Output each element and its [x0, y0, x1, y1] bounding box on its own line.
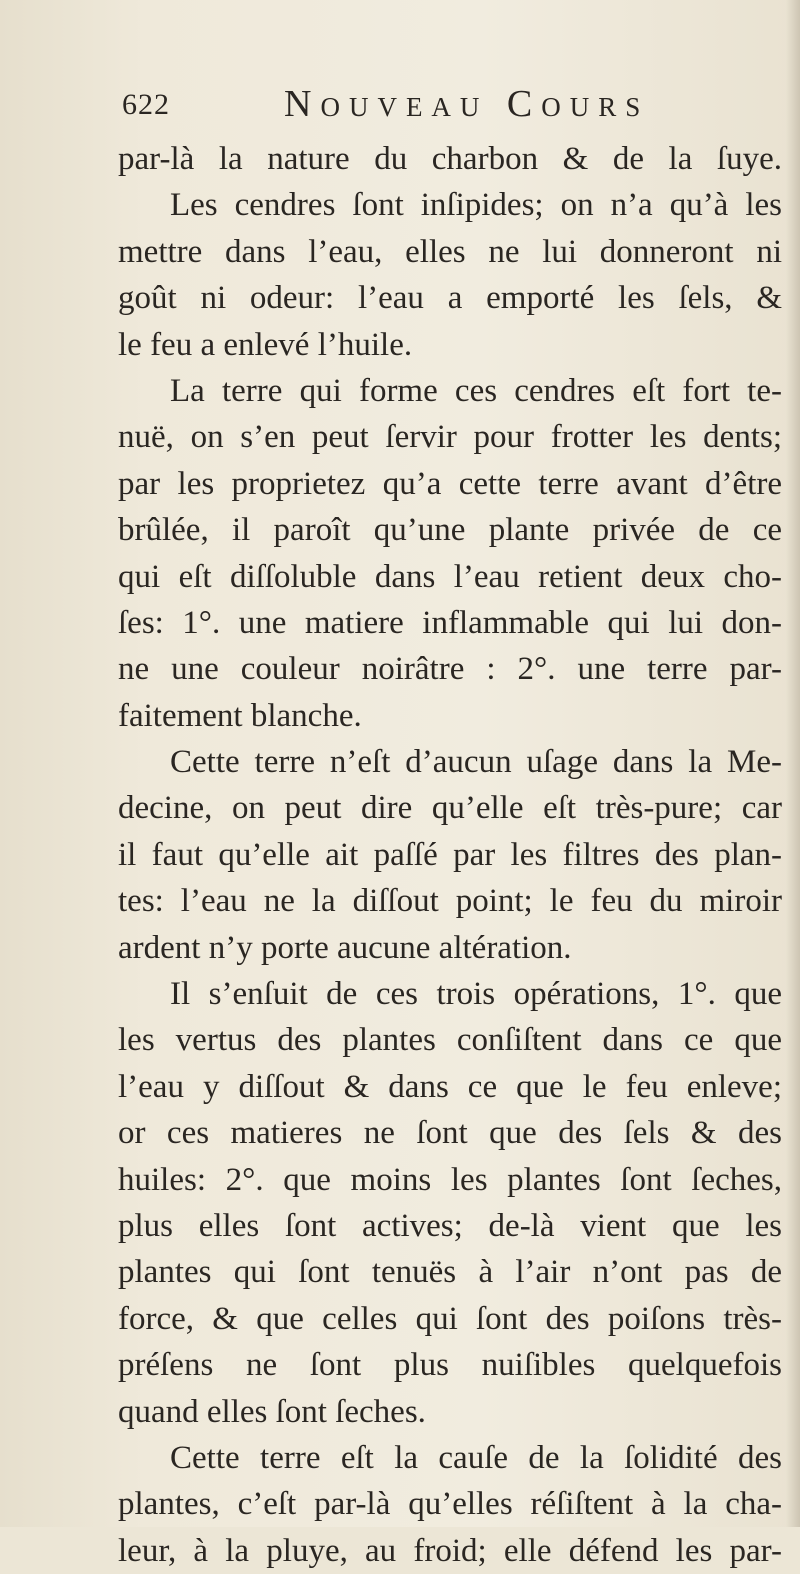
text-line: ne une couleur noirâtre : 2°. une terre par-	[118, 651, 782, 688]
text-line: qui eſt diſſoluble dans l’eau retient deux cho-	[118, 558, 782, 595]
text-line: Cette terre n’eſt d’aucun uſage dans la Me-	[170, 744, 782, 781]
text-line: brûlée, il paroît qu’une plante privée de ce	[118, 512, 782, 549]
text-line: huiles: 2°. que moins les plantes ſont ſeches,	[118, 1161, 782, 1198]
text-line: Il s’enſuit de ces trois opérations, 1°. que	[170, 976, 782, 1013]
text-line: préſens ne ſont plus nuiſibles quelquefois	[118, 1347, 782, 1384]
text-line: il faut qu’elle ait paſſé par les filtres des plan-	[118, 836, 782, 873]
text-line: decine, on peut dire qu’elle eſt très-pure; car	[118, 790, 782, 827]
page-number: 622	[122, 88, 170, 121]
text-line: force, & que celles qui ſont des poiſons très-	[118, 1300, 782, 1337]
text-line: mettre dans l’eau, elles ne lui donneront ni	[118, 233, 782, 270]
text-line: Les cendres ſont inſipides; on n’a qu’à les	[170, 187, 782, 224]
text-line: les vertus des plantes conſiſtent dans ce que	[118, 1022, 782, 1059]
text-line: goût ni odeur: l’eau a emporté les ſels, &	[118, 280, 782, 317]
text-line: or ces matieres ne ſont que des ſels & des	[118, 1115, 782, 1152]
text-line: plantes, c’eſt par-là qu’elles réſiſtent à la cha-	[118, 1486, 782, 1523]
text-line: leur, à la pluye, au froid; elle défend les par-	[118, 1532, 782, 1569]
page-edge-shadow	[786, 0, 800, 1527]
text-line: faitement blanche.	[118, 697, 362, 734]
text-line: par les proprietez qu’a cette terre avant d’être	[118, 465, 782, 502]
text-line: nuë, on s’en peut ſervir pour frotter les dents;	[118, 419, 782, 456]
body-text	[118, 136, 782, 1574]
running-head: Nouveau Cours	[284, 83, 650, 125]
text-line: par-là la nature du charbon & de la ſuye.	[118, 141, 782, 177]
text-line: l’eau y diſſout & dans ce que le feu enleve;	[118, 1068, 782, 1105]
text-line: tes: l’eau ne la diſſout point; le feu du miroir	[118, 883, 782, 920]
page-header	[118, 82, 778, 132]
text-line: plantes qui ſont tenuës à l’air n’ont pas de	[118, 1254, 782, 1291]
text-line: quand elles ſont ſeches.	[118, 1393, 426, 1430]
text-line: le feu a enlevé l’huile.	[118, 326, 413, 363]
text-line: ardent n’y porte aucune altération.	[118, 929, 572, 966]
text-line: ſes: 1°. une matiere inflammable qui lui don-	[118, 604, 782, 641]
text-line: Cette terre eſt la cauſe de la ſolidité des	[170, 1439, 782, 1476]
text-line: plus elles ſont actives; de-là vient que les	[118, 1207, 782, 1244]
text-line: La terre qui forme ces cendres eſt fort te-	[170, 372, 782, 409]
